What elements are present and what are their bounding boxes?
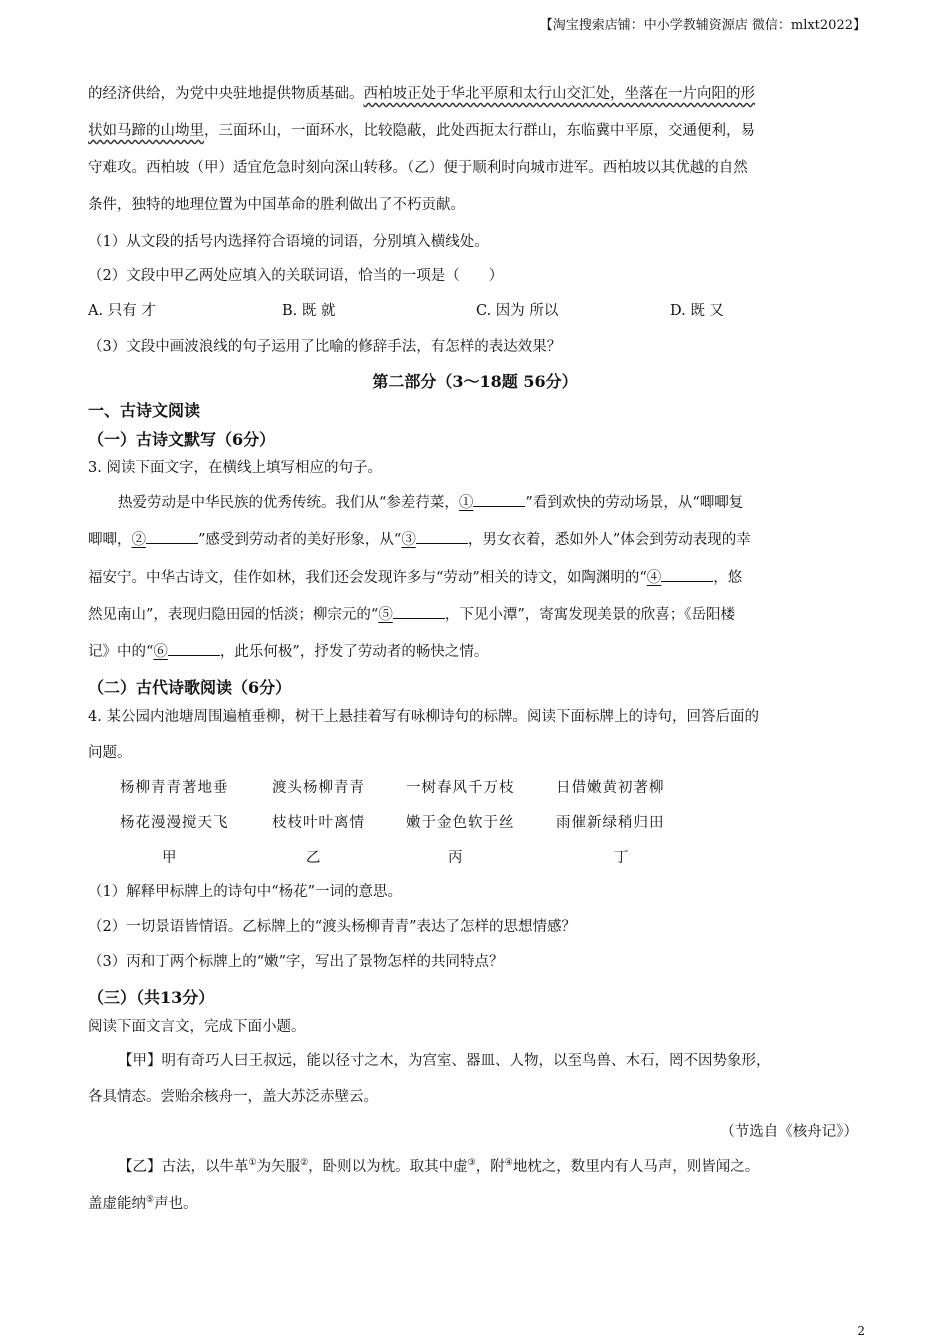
text: 声也。 [154,1196,198,1212]
text: ，男女衣着，悉如外人”体会到劳动表现的幸 [467,532,751,548]
page-header: 【淘宝搜索店铺：中小学教辅资源店 微信：mlxt2022】 [539,18,866,33]
jia-source: （节选自《核舟记》） [720,1124,858,1140]
yi-line-2 [88,1192,198,1213]
text: 唧唧， [88,532,132,548]
fill-line-4 [88,603,735,624]
blank[interactable] [661,567,713,582]
sign-bing-label: 丙 [448,850,464,866]
part-two-title: 第二部分（3～18题 56分） [372,372,578,391]
sign-jia-label: 甲 [162,850,178,866]
subsection-title-1: （一）古诗文默写（6分） [88,430,276,449]
question-4-1: （1）解释甲标牌上的诗句中“杨花”一词的意思。 [88,884,403,900]
question-3: 3. 阅读下面文字，在横线上填写相应的句子。 [88,460,382,476]
blank-number: ③ [401,532,416,548]
sign-yi-label: 乙 [306,850,322,866]
footnote-mark: ① [248,1158,257,1169]
text: ，悠 [713,570,743,586]
blank-number: ① [458,495,474,511]
fill-line-3 [88,566,742,587]
sign-yi-line-1: 渡头杨柳青青 [272,780,365,796]
option-b: B. 既 就 [282,303,336,319]
blank-number: ⑤ [378,607,393,623]
blank[interactable] [416,529,468,544]
text: 记》中的“ [88,644,154,660]
text: 的经济供给，为党中央驻地提供物质基础。 [88,86,364,102]
passage-line-2 [88,119,755,140]
option-a: A. 只有 才 [88,303,156,319]
blank[interactable] [168,641,220,656]
page-number: 2 [857,1324,865,1338]
yi-line-1 [118,1155,759,1176]
text: 热爱劳动是中华民族的优秀传统。我们从“参差荇菜， [118,495,459,511]
fill-line-5 [88,640,488,661]
blank-number: ⑥ [153,644,168,660]
text: ”感受到劳动者的美好形象，从“ [198,532,402,548]
jia-line-2: 各具情态。尝贻余核舟一，盖大苏泛赤壁云。 [88,1089,378,1105]
question-4-line-2: 问题。 [88,745,132,761]
text: 福安宁。中华古诗文，佳作如林，我们还会发现许多与“劳动”相关的诗文，如陶渊明的“ [88,570,647,586]
question-1-1: （1）从文段的括号内选择符合语境的词语，分别填入横线处。 [88,234,489,250]
text: ，卧则以为枕。取其中虚 [308,1159,468,1175]
fill-line-1 [118,491,743,512]
text: 然见南山”，表现归隐田园的恬淡；柳宗元的“ [88,607,379,623]
passage-line-3: 守难攻。西柏坡（甲）适宜危急时刻向深山转移。（乙）便于顺利时向城市进军。西柏坡以其优越的自然 [88,160,748,176]
option-c: C. 因为 所以 [476,303,559,319]
passage-line-4: 条件，独特的地理位置为中国革命的胜利做出了不朽贡献。 [88,197,465,213]
sign-jia-line-2: 杨花漫漫搅天飞 [120,815,229,831]
text: 为矢服 [256,1159,301,1175]
text: 盖虚能纳 [88,1196,146,1212]
question-1-3: （3）文段中画波浪线的句子运用了比喻的修辞手法，有怎样的表达效果？ [88,339,562,355]
option-d: D. 既 又 [670,303,724,319]
text: ，附 [475,1159,505,1175]
sign-jia-line-1: 杨柳青青著地垂 [120,780,229,796]
text: ”看到欢快的劳动场景，从“唧唧复 [525,495,744,511]
jia-line-1: 【甲】明有奇巧人曰王叔远，能以径寸之木，为宫室、器皿、人物，以至鸟兽、木石，罔不因势象形， [118,1053,771,1069]
question-4-3: （3）丙和丁两个标牌上的“嫩”字，写出了景物怎样的共同特点？ [88,954,504,970]
blank[interactable] [473,492,525,507]
sign-bing-line-1: 一树春风千万枝 [406,780,515,796]
fill-line-2 [88,528,751,549]
footnote-mark: ④ [504,1158,513,1169]
blank-number: ② [131,532,146,548]
question-4-2: （2）一切景语皆情语。乙标牌上的“渡头杨柳青青”表达了怎样的思想情感？ [88,919,577,935]
footnote-mark: ② [300,1158,309,1169]
sign-ding-line-2: 雨催新绿稍归田 [556,815,665,831]
text: 地枕之，数里内有人马声，则皆闻之。 [512,1159,760,1175]
section-title: 一、古诗文阅读 [88,401,201,420]
sign-ding-label: 丁 [614,850,630,866]
blank[interactable] [393,604,445,619]
wavy-text: 状如马蹄的山坳里 [88,123,204,139]
text: ，下见小潭”，寄寓发现美景的欣喜；《岳阳楼 [444,607,735,623]
sign-ding-line-1: 日借嫩黄初著柳 [556,780,665,796]
text: ，此乐何极”，抒发了劳动者的畅快之情。 [219,644,489,660]
text: 【乙】古法，以牛革 [118,1159,249,1175]
text: ，三面环山，一面环水，比较隐蔽，此处西扼太行群山，东临冀中平原，交通便利，易 [204,123,755,139]
blank-number: ④ [646,570,662,586]
subsection-title-2: （二）古代诗歌阅读（6分） [88,678,292,697]
blank[interactable] [146,529,198,544]
subsection-title-3: （三）（共13分） [88,988,215,1007]
sign-yi-line-2: 枝枝叶叶离情 [272,815,365,831]
question-4-line-1: 4. 某公园内池塘周围遍植垂柳，树干上悬挂着写有咏柳诗句的标牌。阅读下面标牌上的诗句，回答后面的 [88,709,759,725]
footnote-mark: ⑤ [146,1195,155,1206]
passage-line-1 [88,82,755,103]
question-1-2: （2）文段中甲乙两处应填入的关联词语，恰当的一项是（ ） [88,268,504,284]
sign-bing-line-2: 嫩于金色软于丝 [406,815,515,831]
wavy-text: 西柏坡正处于华北平原和太行山交汇处，坐落在一片向阳的形 [363,86,755,102]
footnote-mark: ③ [467,1158,476,1169]
reading-instruction: 阅读下面文言文，完成下面小题。 [88,1019,306,1035]
